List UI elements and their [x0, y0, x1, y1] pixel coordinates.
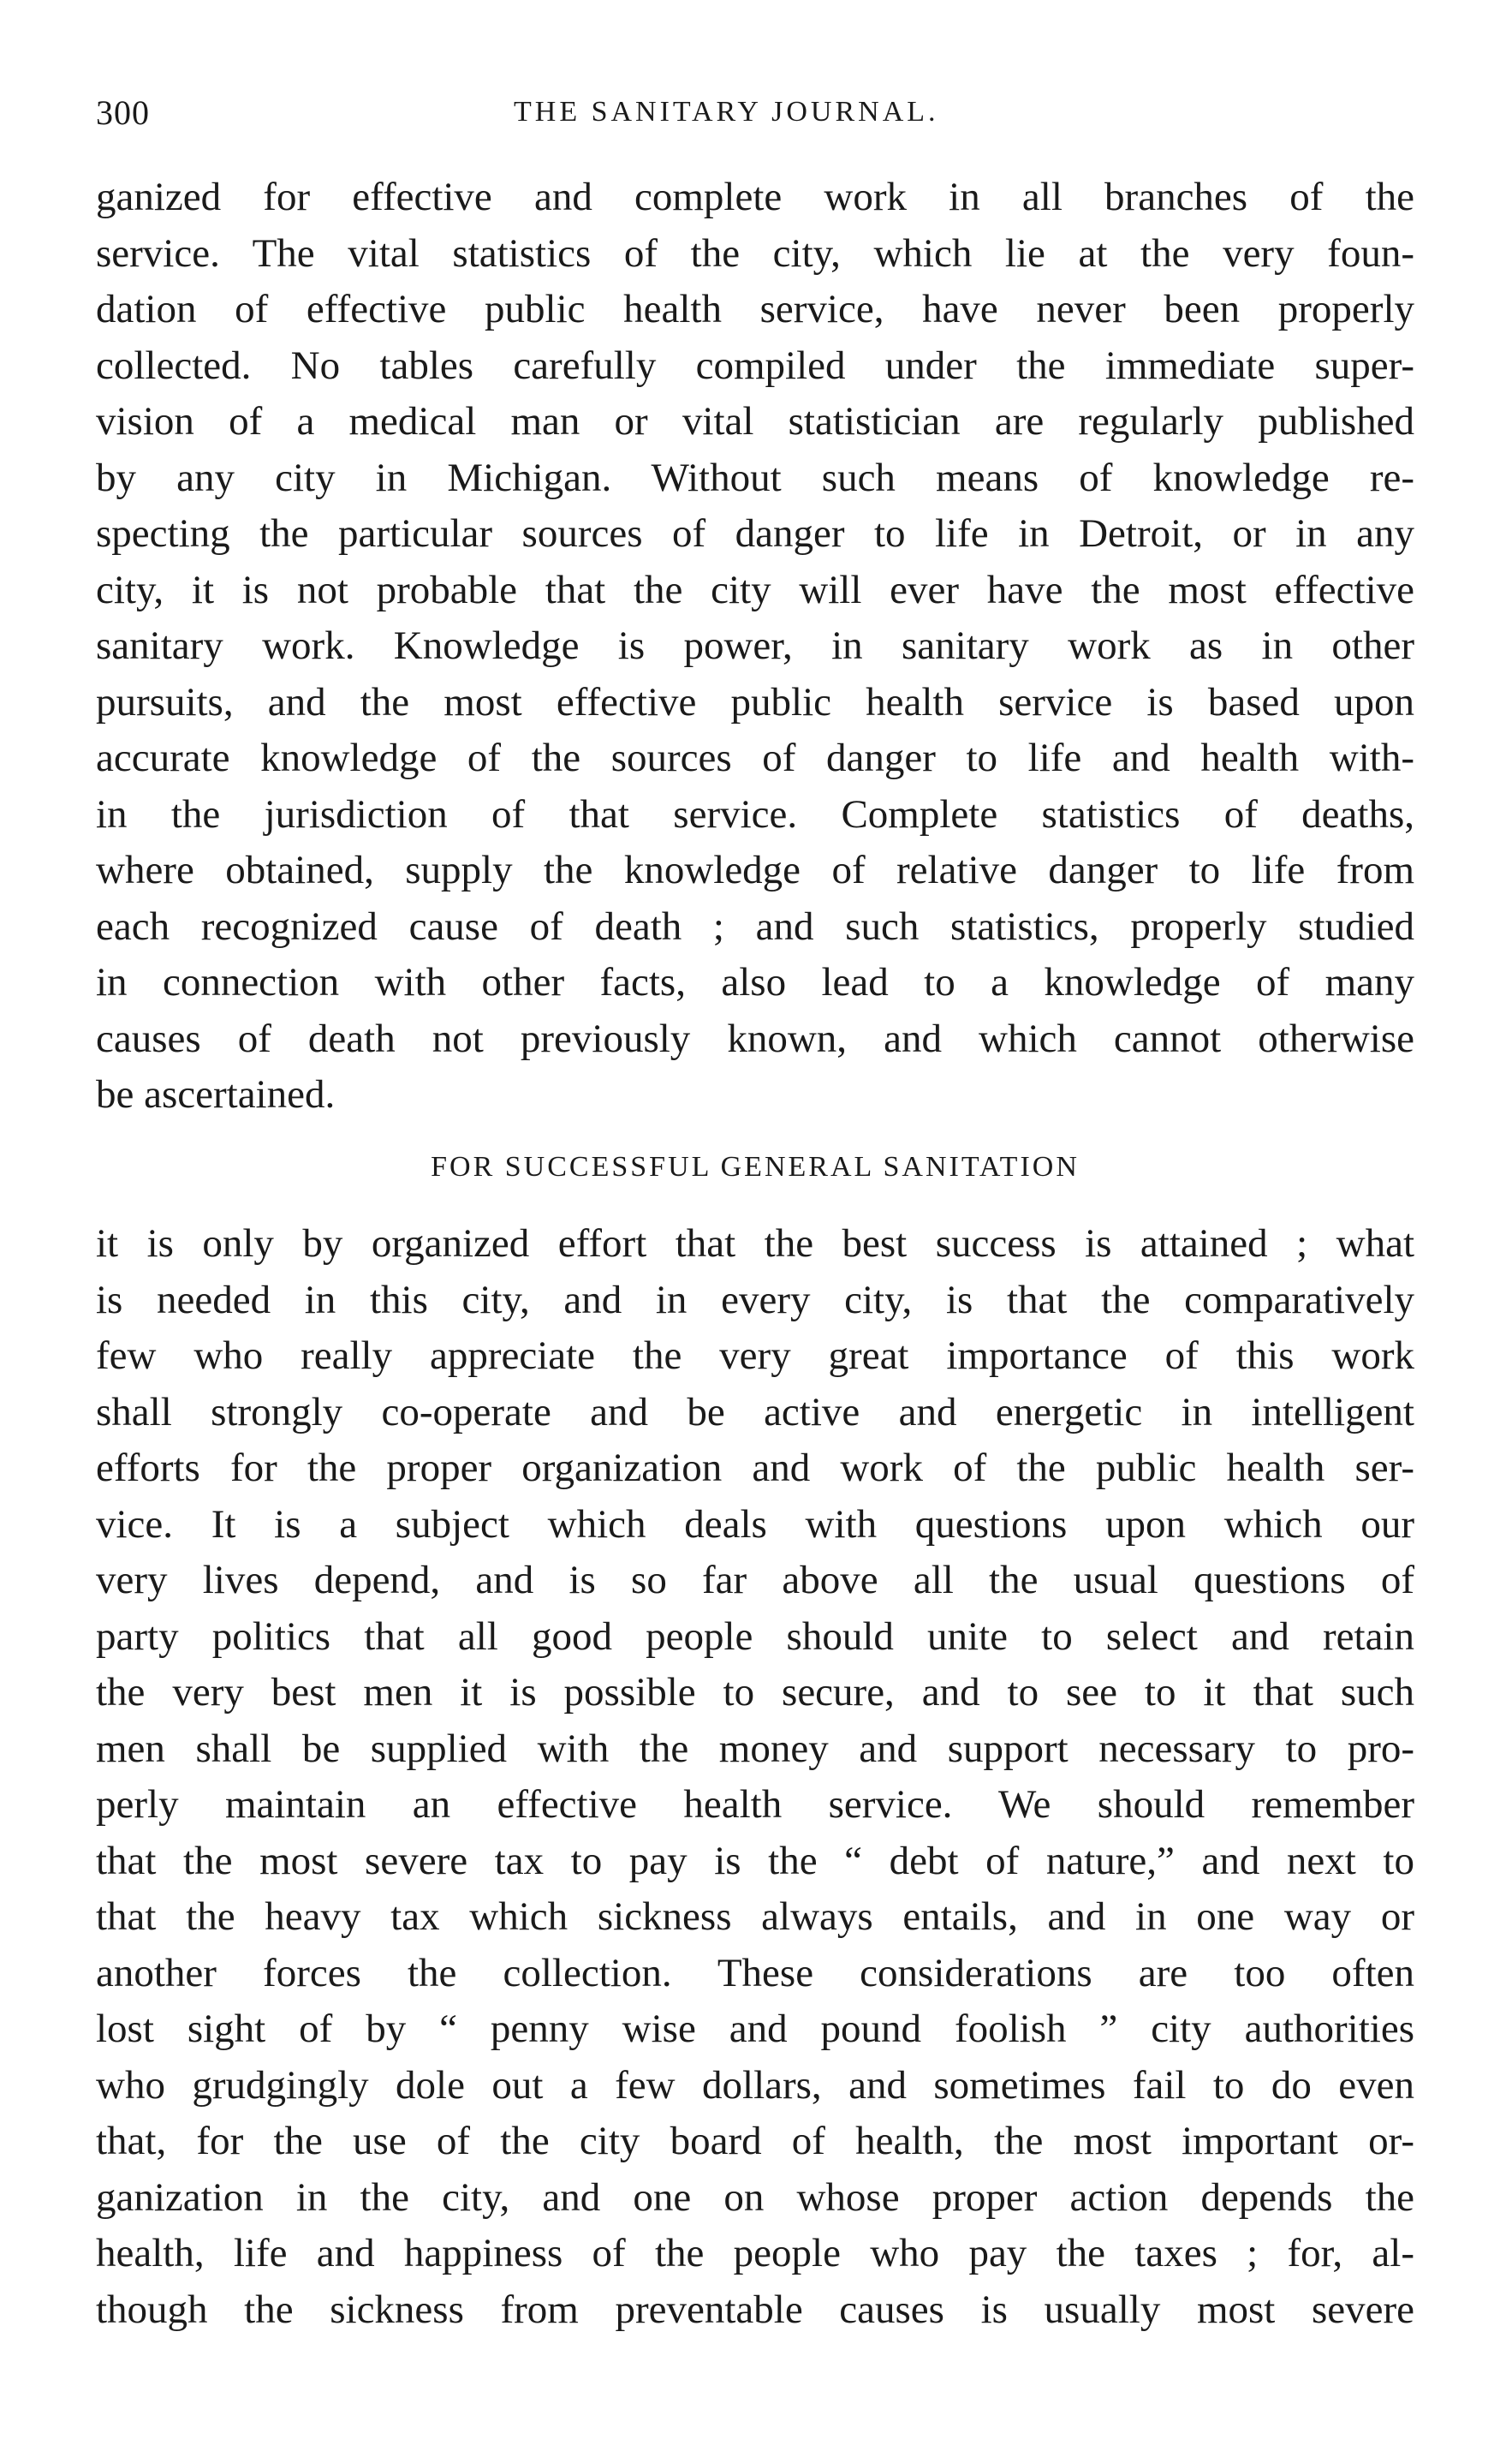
- text-line: by any city in Michigan. Without such means of knowledge re-: [96, 455, 1414, 500]
- section-heading: FOR SUCCESSFUL GENERAL SANITATION: [431, 1151, 1080, 1183]
- text-line: though the sickness from preventable causes is usually most severe: [96, 2287, 1414, 2332]
- text-line: that the most severe tax to pay is the “ debt of nature,” and next to: [96, 1838, 1414, 1883]
- paragraph-vital-statistics: [96, 170, 1414, 1124]
- text-line: in connection with other facts, also lead to a knowledge of many: [96, 960, 1414, 1005]
- text-line: vision of a medical man or vital statistician are regularly published: [96, 399, 1414, 444]
- text-line: collected. No tables carefully compiled under the immediate super-: [96, 343, 1414, 388]
- text-line: health, life and happiness of the people who pay the taxes ; for, al-: [96, 2231, 1414, 2275]
- text-line: that, for the use of the city board of health, the most important or-: [96, 2119, 1414, 2163]
- text-line: in the jurisdiction of that service. Complete statistics of deaths,: [96, 791, 1414, 837]
- journal-title: THE SANITARY JOURNAL.: [514, 96, 939, 128]
- text-line: service. The vital statistics of the city, which lie at the very foun-: [96, 230, 1414, 276]
- text-line: be ascertained.: [96, 1072, 336, 1117]
- text-line: each recognized cause of death ; and such statistics, properly studied: [96, 903, 1414, 949]
- text-line: city, it is not probable that the city will ever have the most effective: [96, 567, 1414, 612]
- text-line: party politics that all good people should unite to select and retain: [96, 1613, 1414, 1659]
- paragraph-organized-effort: [96, 1216, 1414, 2338]
- text-line: the very best men it is possible to secure, and to see to it that such: [96, 1670, 1414, 1715]
- text-line: men shall be supplied with the money and support necessary to pro-: [96, 1726, 1414, 1771]
- text-line: shall strongly co-operate and be active and energetic in intelligent: [96, 1389, 1414, 1434]
- text-line: is needed in this city, and in every city, is that the comparatively: [96, 1277, 1414, 1322]
- text-line: few who really appreciate the very great importance of this work: [96, 1333, 1414, 1378]
- text-line: dation of effective public health service, have never been properly: [96, 287, 1414, 331]
- text-line: ganization in the city, and one on whose proper action depends the: [96, 2174, 1414, 2220]
- text-line: accurate knowledge of the sources of danger to life and health with-: [96, 736, 1414, 780]
- text-line: specting the particular sources of danger to life in Detroit, or in any: [96, 511, 1414, 556]
- text-line: who grudgingly dole out a few dollars, and sometimes fail to do even: [96, 2062, 1414, 2108]
- text-line: pursuits, and the most effective public health service is based upon: [96, 679, 1414, 725]
- text-line: ganized for effective and complete work in all branches of the: [96, 175, 1414, 219]
- text-line: very lives depend, and is so far above all the usual questions of: [96, 1558, 1414, 1602]
- text-line: vice. It is a subject which deals with questions upon which our: [96, 1501, 1414, 1547]
- text-line: lost sight of by “ penny wise and pound foolish ” city authorities: [96, 2007, 1414, 2051]
- text-line: efforts for the proper organization and work of the public health ser-: [96, 1446, 1414, 1490]
- text-line: another forces the collection. These considerations are too often: [96, 1950, 1414, 1995]
- running-head: [96, 92, 1414, 144]
- text-line: where obtained, supply the knowledge of relative danger to life from: [96, 848, 1414, 892]
- text-line: causes of death not previously known, and which cannot otherwise: [96, 1016, 1414, 1061]
- text-line: sanitary work. Knowledge is power, in sanitary work as in other: [96, 623, 1414, 668]
- text-line: that the heavy tax which sickness always entails, and in one way or: [96, 1894, 1414, 1939]
- text-line: it is only by organized effort that the best success is attained ; what: [96, 1221, 1414, 1266]
- page-number: 300: [96, 93, 150, 132]
- text-line: perly maintain an effective health service. We should remember: [96, 1782, 1414, 1827]
